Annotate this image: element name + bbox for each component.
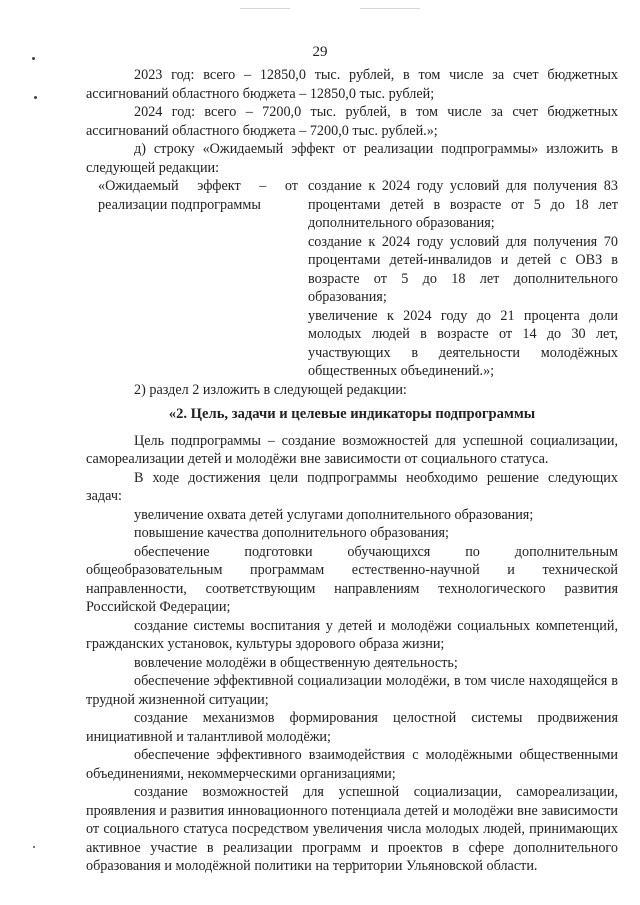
scan-speck — [34, 96, 37, 99]
paragraph: 2023 год: всего – 12850,0 тыс. рублей, в том числе за счет бюджетных ассигнований областного бюджета – 12850,0 тыс. рублей; — [86, 67, 618, 102]
scan-speck — [33, 846, 35, 848]
list-item: создание механизмов формирования целостной системы продвижения инициативной и талантливой молодёжи; — [86, 710, 618, 745]
paragraph: Цель подпрограммы – создание возможностей для успешной социализации, самореализации детей и молодёжи вне зависимости от социального статуса. — [86, 432, 618, 467]
table-item: создание к 2024 году условий для получения 70 процентами детей-инвалидов и детей с ОВЗ в возрасте от 5 до 18 лет дополнительного образования; — [308, 233, 618, 305]
list-item: увеличение охвата детей услугами дополнительного образования; — [134, 506, 534, 523]
section-intro: 2) раздел 2 изложить в следующей редакции: — [134, 381, 407, 398]
table-item: увеличение к 2024 году до 21 процента доли молодых людей в возрасте от 14 до 30 лет, участвующих в деятельности молодёжных общественных объединений.»; — [308, 307, 618, 379]
page-number: 29 — [312, 44, 328, 60]
list-item: вовлечение молодёжи в общественную деятельность; — [134, 654, 458, 671]
list-item: создание системы воспитания у детей и молодёжи социальных компетенций, гражданских установок, культуры здорового образа жизни; — [86, 617, 618, 652]
effect-table — [86, 177, 618, 381]
table-right-cell — [308, 177, 618, 381]
document-body — [86, 66, 618, 876]
list-item: создание возможностей для успешной социализации, самореализации, проявления и развития инновационного потенциала детей и молодёжи вне зависимости от социального статуса посредством увеличения числа молодых людей, принимающих активное участие в реализации программ и проектов в сфере дополнительного образования и молодёжной политики на территории Ульяновской области. — [86, 784, 618, 874]
section-heading: «2. Цель, задачи и целевые индикаторы подпрограммы — [168, 406, 536, 422]
list-item: повышение качества дополнительного образования; — [134, 525, 449, 541]
paragraph: В ходе достижения цели подпрограммы необходимо решение следующих задач: — [86, 469, 618, 504]
list-item: обеспечение эффективной социализации молодёжи, в том числе находящейся в трудной жизненной ситуации; — [86, 673, 618, 708]
scan-mark — [360, 8, 420, 9]
list-item: обеспечение эффективного взаимодействия с молодёжными общественными объединениями, некоммерческими организациями; — [86, 747, 618, 782]
list-item: обеспечение подготовки обучающихся по дополнительным общеобразовательным программам естественно-научной и технической направленности, соответствующим направлениям технологического развития Российской Федерации; — [86, 543, 618, 615]
table-left-cell: «Ожидаемый эффект – от реализации подпрограммы — [98, 178, 298, 213]
table-item: создание к 2024 году условий для получения 83 процентами детей в возрасте от 5 до 18 лет дополнительного образования; — [308, 178, 618, 231]
paragraph: д) строку «Ожидаемый эффект от реализации подпрограммы» изложить в следующей редакции: — [86, 141, 618, 176]
paragraph: 2024 год: всего – 7200,0 тыс. рублей, в том числе за счет бюджетных ассигнований областного бюджета – 7200,0 тыс. рублей.»; — [86, 104, 618, 139]
scan-mark — [240, 8, 290, 9]
